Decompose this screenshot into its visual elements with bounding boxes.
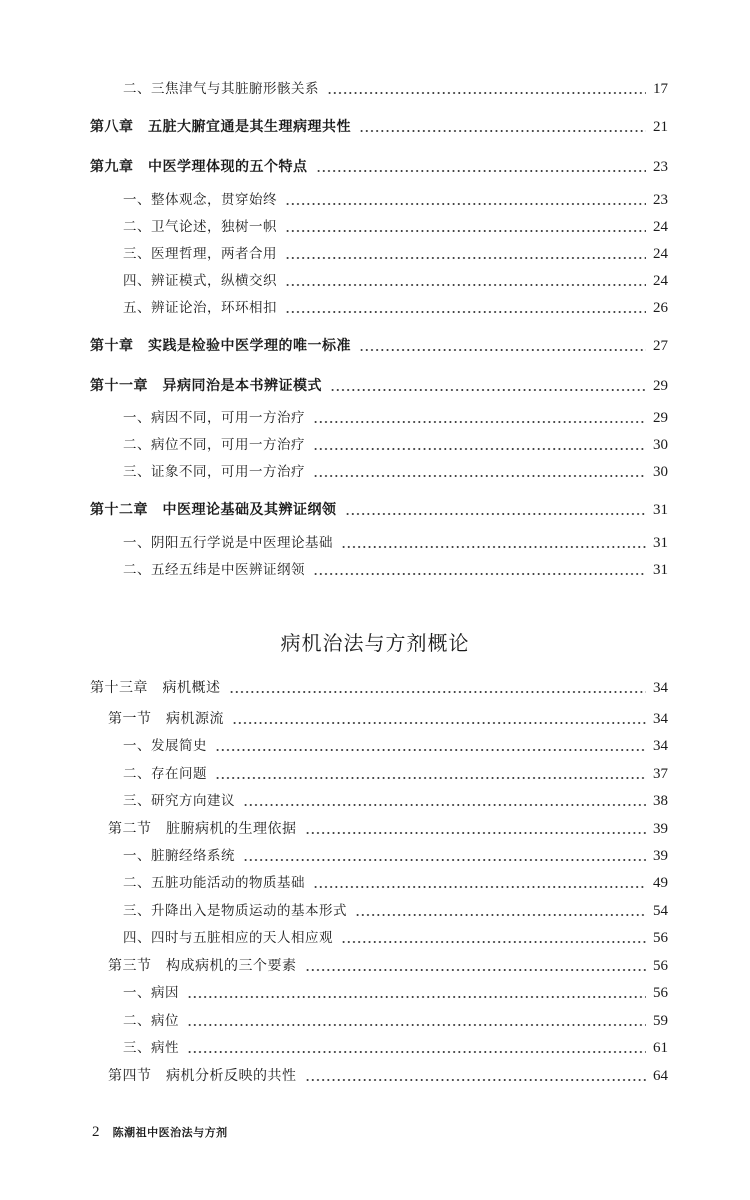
toc-entry-title: 第一节 病机源流 xyxy=(108,708,230,730)
toc-entry-page: 39 xyxy=(653,848,668,864)
dot-leader xyxy=(313,407,646,429)
toc-entry-title: 第十二章 中医理论基础及其辨证纲领 xyxy=(90,499,343,521)
toc-chapter-entry[interactable] xyxy=(0,499,750,521)
toc-entry-page: 34 xyxy=(653,680,668,696)
toc-entry-title: 一、病因不同，可用一方治疗 xyxy=(123,407,311,429)
toc-entry-page: 23 xyxy=(653,192,668,208)
toc-entry-page: 31 xyxy=(653,502,668,518)
toc-entry-title: 第十章 实践是检验中医学理的唯一标准 xyxy=(90,335,357,357)
toc-entry-title: 二、病位 xyxy=(123,1010,185,1032)
toc-entry-title: 二、三焦津气与其脏腑形骸关系 xyxy=(123,78,325,100)
toc-subsection-entry[interactable] xyxy=(0,735,750,757)
toc-entry-page: 24 xyxy=(653,246,668,262)
dot-leader xyxy=(330,375,646,397)
toc-entry-title: 三、研究方向建议 xyxy=(123,790,241,812)
toc-section-entry[interactable] xyxy=(0,708,750,730)
dot-leader xyxy=(215,735,646,757)
toc-entry-page: 21 xyxy=(653,119,668,135)
page-footer xyxy=(92,1121,228,1141)
toc-section-entry[interactable] xyxy=(0,818,750,840)
dot-leader xyxy=(215,763,646,785)
toc-entry-page: 27 xyxy=(653,338,668,354)
dot-leader xyxy=(285,189,646,211)
dot-leader xyxy=(285,243,646,265)
toc-entry-page: 49 xyxy=(653,875,668,891)
dot-leader xyxy=(187,982,646,1004)
toc-entry-page: 56 xyxy=(653,958,668,974)
dot-leader xyxy=(187,1037,646,1059)
toc-entry-title: 第四节 病机分析反映的共性 xyxy=(108,1065,303,1087)
dot-leader xyxy=(316,156,646,178)
toc-entry-title: 二、卫气论述，独树一帜 xyxy=(123,216,283,238)
toc-entry-title: 第二节 脏腑病机的生理依据 xyxy=(108,818,303,840)
toc-entry-title: 第八章 五脏大腑宜通是其生理病理共性 xyxy=(90,116,357,138)
dot-leader xyxy=(313,461,646,483)
dot-leader xyxy=(313,559,646,581)
toc-subsection-entry[interactable] xyxy=(0,559,750,581)
toc-entry-title: 五、辨证论治，环环相扣 xyxy=(123,297,283,319)
dot-leader xyxy=(285,270,646,292)
toc-entry-page: 31 xyxy=(653,562,668,578)
toc-entry-title: 三、病性 xyxy=(123,1037,185,1059)
toc-entry-title: 一、脏腑经络系统 xyxy=(123,845,241,867)
toc-entry-page: 24 xyxy=(653,273,668,289)
toc-entry-title: 二、病位不同，可用一方治疗 xyxy=(123,434,311,456)
toc-entry-page: 30 xyxy=(653,464,668,480)
toc-entry-page: 30 xyxy=(653,437,668,453)
toc-entry-page: 17 xyxy=(653,81,668,97)
dot-leader xyxy=(232,708,646,730)
toc-entry-title: 四、四时与五脏相应的天人相应观 xyxy=(123,927,339,949)
toc-chapter-entry[interactable] xyxy=(0,375,750,397)
toc-entry-page: 56 xyxy=(653,985,668,1001)
toc-entry-title: 一、整体观念，贯穿始终 xyxy=(123,189,283,211)
running-title: 陈潮祖中医治法与方剂 xyxy=(112,1126,228,1139)
dot-leader xyxy=(243,845,646,867)
toc-subsection-entry[interactable] xyxy=(0,216,750,238)
toc-subsection-entry[interactable] xyxy=(0,243,750,265)
toc-subsection-entry[interactable] xyxy=(0,297,750,319)
toc-chapter-entry[interactable] xyxy=(0,156,750,178)
toc-entry-page: 24 xyxy=(653,219,668,235)
page-number: 2 xyxy=(92,1124,100,1140)
dot-leader xyxy=(355,900,646,922)
toc-entry-title: 三、升降出入是物质运动的基本形式 xyxy=(123,900,353,922)
dot-leader xyxy=(313,434,646,456)
toc-subsection-entry[interactable] xyxy=(0,434,750,456)
toc-entry-page: 38 xyxy=(653,793,668,809)
toc-entry-title: 二、存在问题 xyxy=(123,763,213,785)
dot-leader xyxy=(305,1065,646,1087)
toc-entry-title: 一、发展简史 xyxy=(123,735,213,757)
toc-subsection-entry[interactable] xyxy=(0,900,750,922)
toc-subsection-entry[interactable] xyxy=(0,927,750,949)
toc-entry-page: 34 xyxy=(653,711,668,727)
toc-subsection-entry[interactable] xyxy=(0,1010,750,1032)
toc-entry-page: 29 xyxy=(653,410,668,426)
toc-chapter-entry[interactable] xyxy=(0,677,750,699)
toc-subsection-entry[interactable] xyxy=(0,270,750,292)
dot-leader xyxy=(285,216,646,238)
section-heading: 病机治法与方剂概论 xyxy=(280,631,470,655)
toc-entry-page: 26 xyxy=(653,300,668,316)
toc-entry-page: 29 xyxy=(653,378,668,394)
toc-entry-title: 三、医理哲理，两者合用 xyxy=(123,243,283,265)
dot-leader xyxy=(359,335,646,357)
toc-subsection-entry[interactable] xyxy=(0,78,750,100)
toc-entry-page: 61 xyxy=(653,1040,668,1056)
toc-entry-title: 第三节 构成病机的三个要素 xyxy=(108,955,303,977)
toc-entry-page: 54 xyxy=(653,903,668,919)
toc-subsection-entry[interactable] xyxy=(0,1037,750,1059)
toc-entry-page: 37 xyxy=(653,766,668,782)
toc-subsection-entry[interactable] xyxy=(0,189,750,211)
toc-subsection-entry[interactable] xyxy=(0,790,750,812)
toc-entry-title: 二、五经五纬是中医辨证纲领 xyxy=(123,559,311,581)
toc-subsection-entry[interactable] xyxy=(0,763,750,785)
dot-leader xyxy=(187,1010,646,1032)
toc-entry-page: 39 xyxy=(653,821,668,837)
toc-section-entry[interactable] xyxy=(0,955,750,977)
toc-entry-page: 59 xyxy=(653,1013,668,1029)
toc-entry-title: 第十三章 病机概述 xyxy=(90,677,227,699)
dot-leader xyxy=(341,532,646,554)
toc-entry-page: 64 xyxy=(653,1068,668,1084)
dot-leader xyxy=(305,818,646,840)
toc-entry-title: 三、证象不同，可用一方治疗 xyxy=(123,461,311,483)
dot-leader xyxy=(313,872,646,894)
toc-subsection-entry[interactable] xyxy=(0,982,750,1004)
dot-leader xyxy=(243,790,646,812)
toc-entry-title: 第十一章 异病同治是本书辨证模式 xyxy=(90,375,328,397)
toc-entry-page: 23 xyxy=(653,159,668,175)
toc-entry-page: 56 xyxy=(653,930,668,946)
dot-leader xyxy=(327,78,646,100)
toc-chapter-entry[interactable] xyxy=(0,335,750,357)
dot-leader xyxy=(345,499,646,521)
toc-subsection-entry[interactable] xyxy=(0,872,750,894)
toc-entry-title: 一、病因 xyxy=(123,982,185,1004)
toc-section-entry[interactable] xyxy=(0,1065,750,1087)
dot-leader xyxy=(285,297,646,319)
dot-leader xyxy=(305,955,646,977)
toc-entry-title: 第九章 中医学理体现的五个特点 xyxy=(90,156,314,178)
toc-entry-title: 四、辨证模式，纵横交织 xyxy=(123,270,283,292)
dot-leader xyxy=(229,677,646,699)
toc-subsection-entry[interactable] xyxy=(0,407,750,429)
toc-subsection-entry[interactable] xyxy=(0,461,750,483)
toc-entry-page: 31 xyxy=(653,535,668,551)
dot-leader xyxy=(359,116,646,138)
dot-leader xyxy=(341,927,646,949)
toc-entry-title: 一、阴阳五行学说是中医理论基础 xyxy=(123,532,339,554)
toc-subsection-entry[interactable] xyxy=(0,532,750,554)
toc-chapter-entry[interactable] xyxy=(0,116,750,138)
toc-subsection-entry[interactable] xyxy=(0,845,750,867)
toc-entry-page: 34 xyxy=(653,738,668,754)
toc-entry-title: 二、五脏功能活动的物质基础 xyxy=(123,872,311,894)
